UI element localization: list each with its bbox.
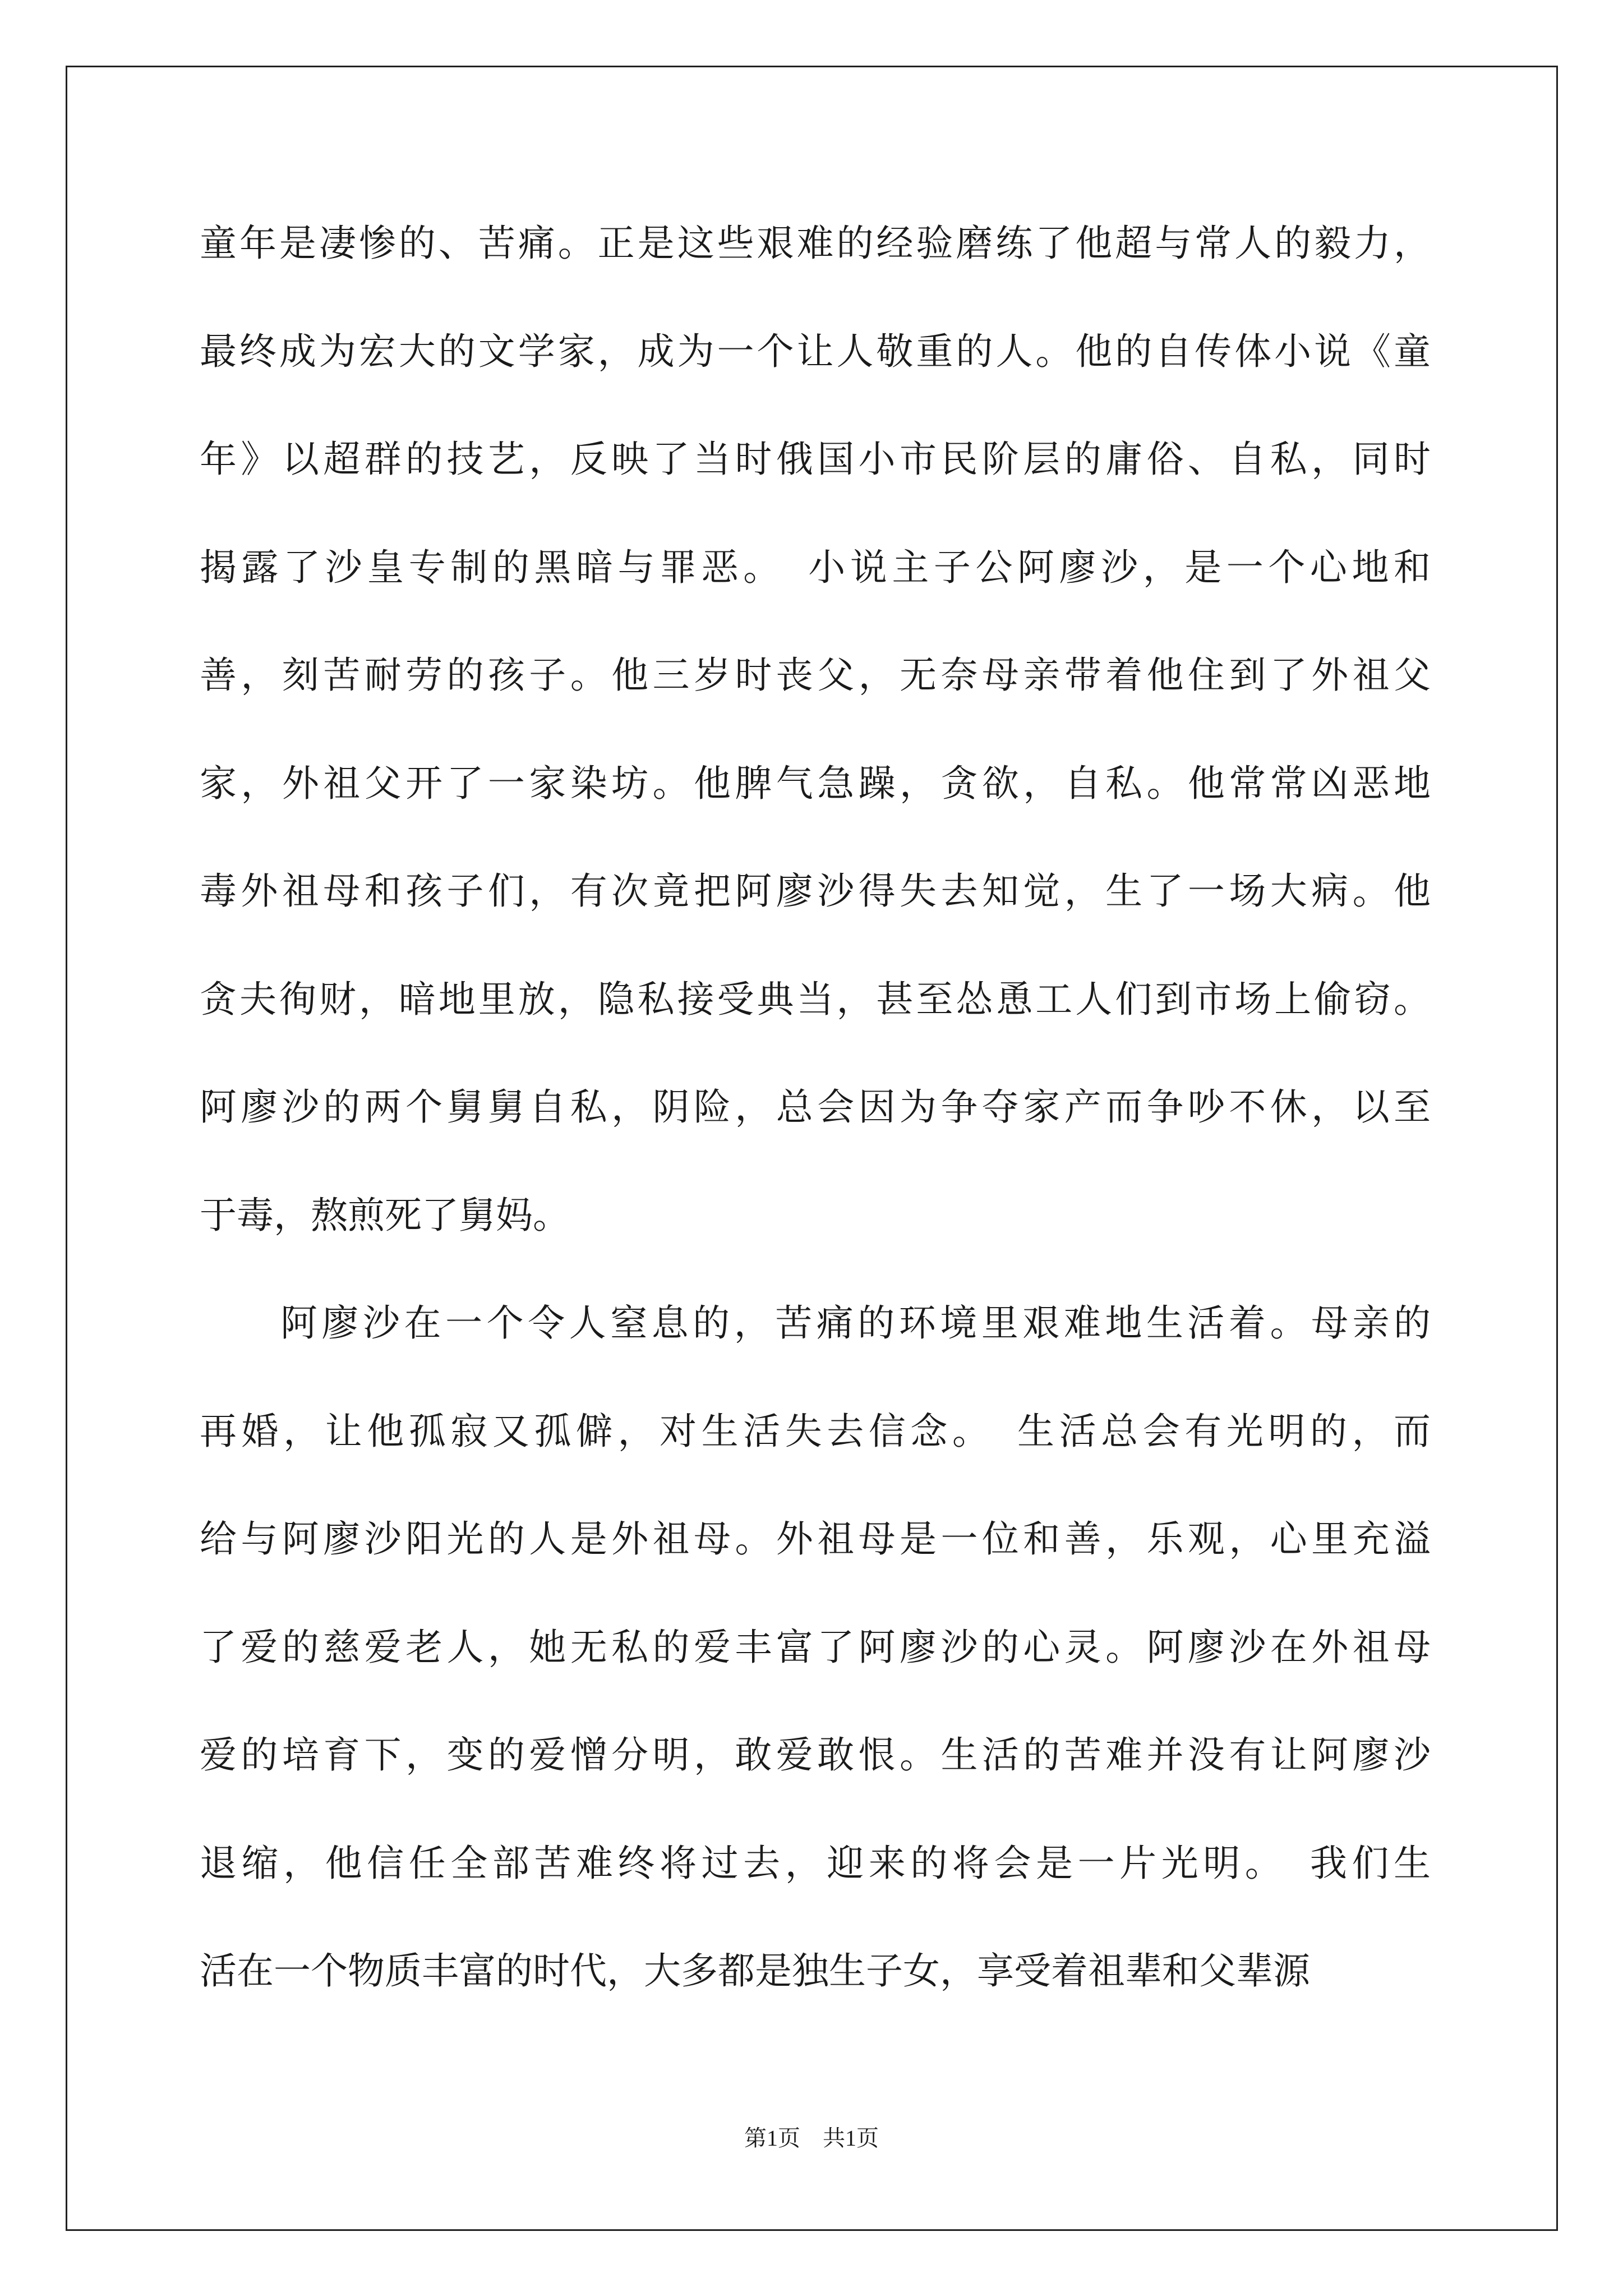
text-line: 揭露了沙皇专制的黑暗与罪恶。 小说主子公阿廖沙，是一个心地和 — [200, 546, 1431, 589]
text-line: 阿廖沙的两个舅舅自私，阴险，总会因为争夺家产而争吵不休，以至 — [200, 1085, 1431, 1129]
text-line: 贪夫徇财，暗地里放，隐私接受典当，甚至怂恿工人们到市场上偷窃。 — [200, 978, 1431, 1021]
text-line: 于毒，熬煎死了舅妈。 — [200, 1194, 570, 1237]
text-line: 善，刻苦耐劳的孩子。他三岁时丧父，无奈母亲带着他住到了外祖父 — [200, 654, 1431, 697]
page-border — [66, 66, 1558, 2231]
text-line: 退缩，他信任全部苦难终将过去，迎来的将会是一片光明。 我们生 — [200, 1842, 1431, 1885]
page-footer: 第1页 共1页 — [744, 2125, 879, 2151]
text-line: 给与阿廖沙阳光的人是外祖母。外祖母是一位和善，乐观，心里充溢 — [200, 1517, 1431, 1561]
text-line: 年》以超群的技艺，反映了当时俄国小市民阶层的庸俗、自私，同时 — [200, 438, 1431, 481]
text-line: 家，外祖父开了一家染坊。他脾气急躁，贪欲，自私。他常常凶恶地 — [200, 762, 1431, 805]
text-line: 毒外祖母和孩子们，有次竟把阿廖沙得失去知觉，生了一场大病。他 — [200, 869, 1431, 913]
text-line: 阿廖沙在一个令人窒息的，苦痛的环境里艰难地生活着。母亲的 — [280, 1301, 1431, 1345]
text-line: 活在一个物质丰富的时代，大多都是独生子女，享受着祖辈和父辈源 — [200, 1949, 1310, 1993]
text-line: 了爱的慈爱老人，她无私的爱丰富了阿廖沙的心灵。阿廖沙在外祖母 — [200, 1626, 1431, 1669]
text-line: 最终成为宏大的文学家，成为一个让人敬重的人。他的自传体小说《童 — [200, 330, 1431, 373]
text-line: 爱的培育下，变的爱憎分明，敢爱敢恨。生活的苦难并没有让阿廖沙 — [200, 1733, 1431, 1777]
text-line: 童年是凄惨的、苦痛。正是这些艰难的经验磨练了他超与常人的毅力， — [200, 222, 1431, 265]
text-line: 再婚，让他孤寂又孤僻，对生活失去信念。 生活总会有光明的，而 — [200, 1410, 1431, 1453]
